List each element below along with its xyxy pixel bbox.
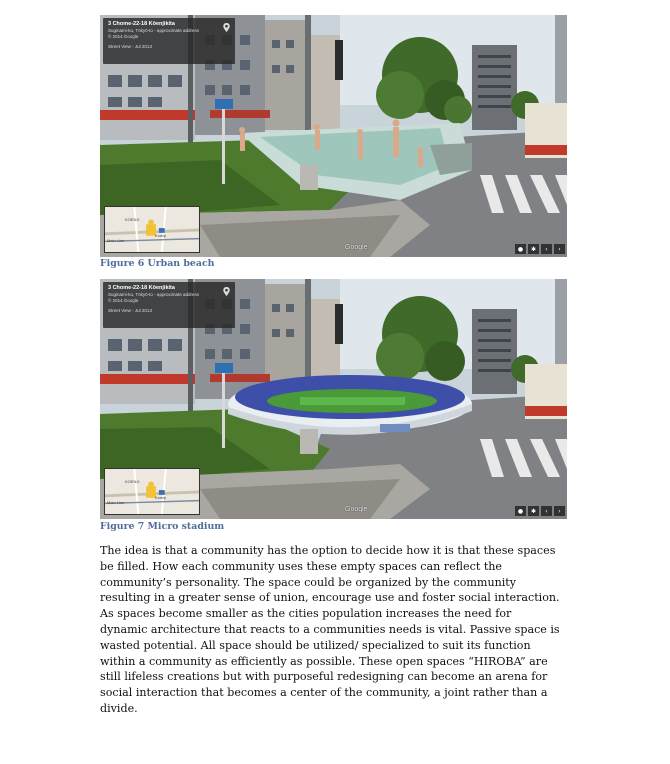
- text-line: social interaction that becomes a center of the community, a joint rather than a: [100, 686, 548, 700]
- figure-caption: Figure 7 Micro stadium: [100, 521, 225, 532]
- google-watermark: Google: [345, 506, 368, 513]
- figure-micro-stadium: [100, 279, 567, 519]
- streetview-capture-date: Street View - Jul 2013: [108, 308, 152, 313]
- body-paragraph: [100, 543, 570, 717]
- minimap[interactable]: [104, 468, 200, 515]
- streetview-copyright: © 2014 Google: [108, 298, 139, 303]
- text-line: resulting in a greater sense of union, encourage use and foster social interaction.: [100, 591, 560, 605]
- streetview-info-card[interactable]: [103, 18, 235, 64]
- figure-urban-beach: [100, 15, 567, 257]
- settings-icon[interactable]: ✱: [528, 244, 539, 254]
- streetview-address: 3 Chome-22-18 Kōenjikita: [108, 285, 175, 291]
- minimap-label: Main Line: [107, 238, 125, 243]
- minimap-image: [105, 207, 199, 252]
- text-line: The idea is that a community has the option to decide how it is that these spaces: [100, 544, 556, 557]
- google-watermark: Google: [345, 244, 368, 251]
- text-line: community’s personality. The space could be organized by the community: [100, 575, 517, 589]
- minimap-image: [105, 469, 199, 514]
- arrow-icon[interactable]: ›: [554, 506, 565, 516]
- arrow-icon[interactable]: ‹: [541, 244, 552, 254]
- text-line: As spaces become smaller as the cities population increases the need for: [100, 607, 512, 621]
- minimap-label: KOENJI: [125, 217, 140, 222]
- pin-icon[interactable]: [223, 287, 230, 296]
- streetview-locality: Suginami-ku, Tōkyō-to - approximate address: [108, 292, 199, 297]
- text-line: dynamic architecture that reacts to a communities needs is vital. Passive space is: [100, 622, 560, 636]
- streetview-locality: Suginami-ku, Tōkyō-to - approximate address: [108, 28, 199, 33]
- text-line: be filled. How each community uses these empty spaces can reflect the: [100, 559, 502, 573]
- minimap[interactable]: [104, 206, 200, 253]
- text-line: within a community as efficiently as possible. These open spaces “HIROBA” are: [100, 654, 548, 668]
- streetview-info-card[interactable]: [103, 282, 235, 328]
- streetview-capture-date: Street View - Jul 2013: [108, 44, 152, 49]
- minimap-label: Koenji: [155, 495, 167, 500]
- text-line: wasted potential. All space should be utilized/ specialized to suit its function: [100, 638, 531, 652]
- arrow-icon[interactable]: ›: [554, 244, 565, 254]
- streetview-copyright: © 2014 Google: [108, 34, 139, 39]
- person-icon[interactable]: ●: [515, 506, 526, 516]
- arrow-icon[interactable]: ‹: [541, 506, 552, 516]
- streetview-controls: [515, 244, 565, 254]
- minimap-label: KOENJI: [125, 479, 140, 484]
- streetview-controls: [515, 506, 565, 516]
- streetview-address: 3 Chome-22-18 Kōenjikita: [108, 21, 175, 27]
- minimap-label: Main Line: [107, 500, 125, 505]
- pin-icon[interactable]: [223, 23, 230, 32]
- text-line: still lifeless creations but with purposeful redesigning can become an arena for: [100, 670, 548, 684]
- figure-caption: Figure 6 Urban beach: [100, 258, 215, 269]
- settings-icon[interactable]: ✱: [528, 506, 539, 516]
- minimap-label: Koenji: [155, 233, 167, 238]
- text-line: divide.: [100, 701, 138, 715]
- person-icon[interactable]: ●: [515, 244, 526, 254]
